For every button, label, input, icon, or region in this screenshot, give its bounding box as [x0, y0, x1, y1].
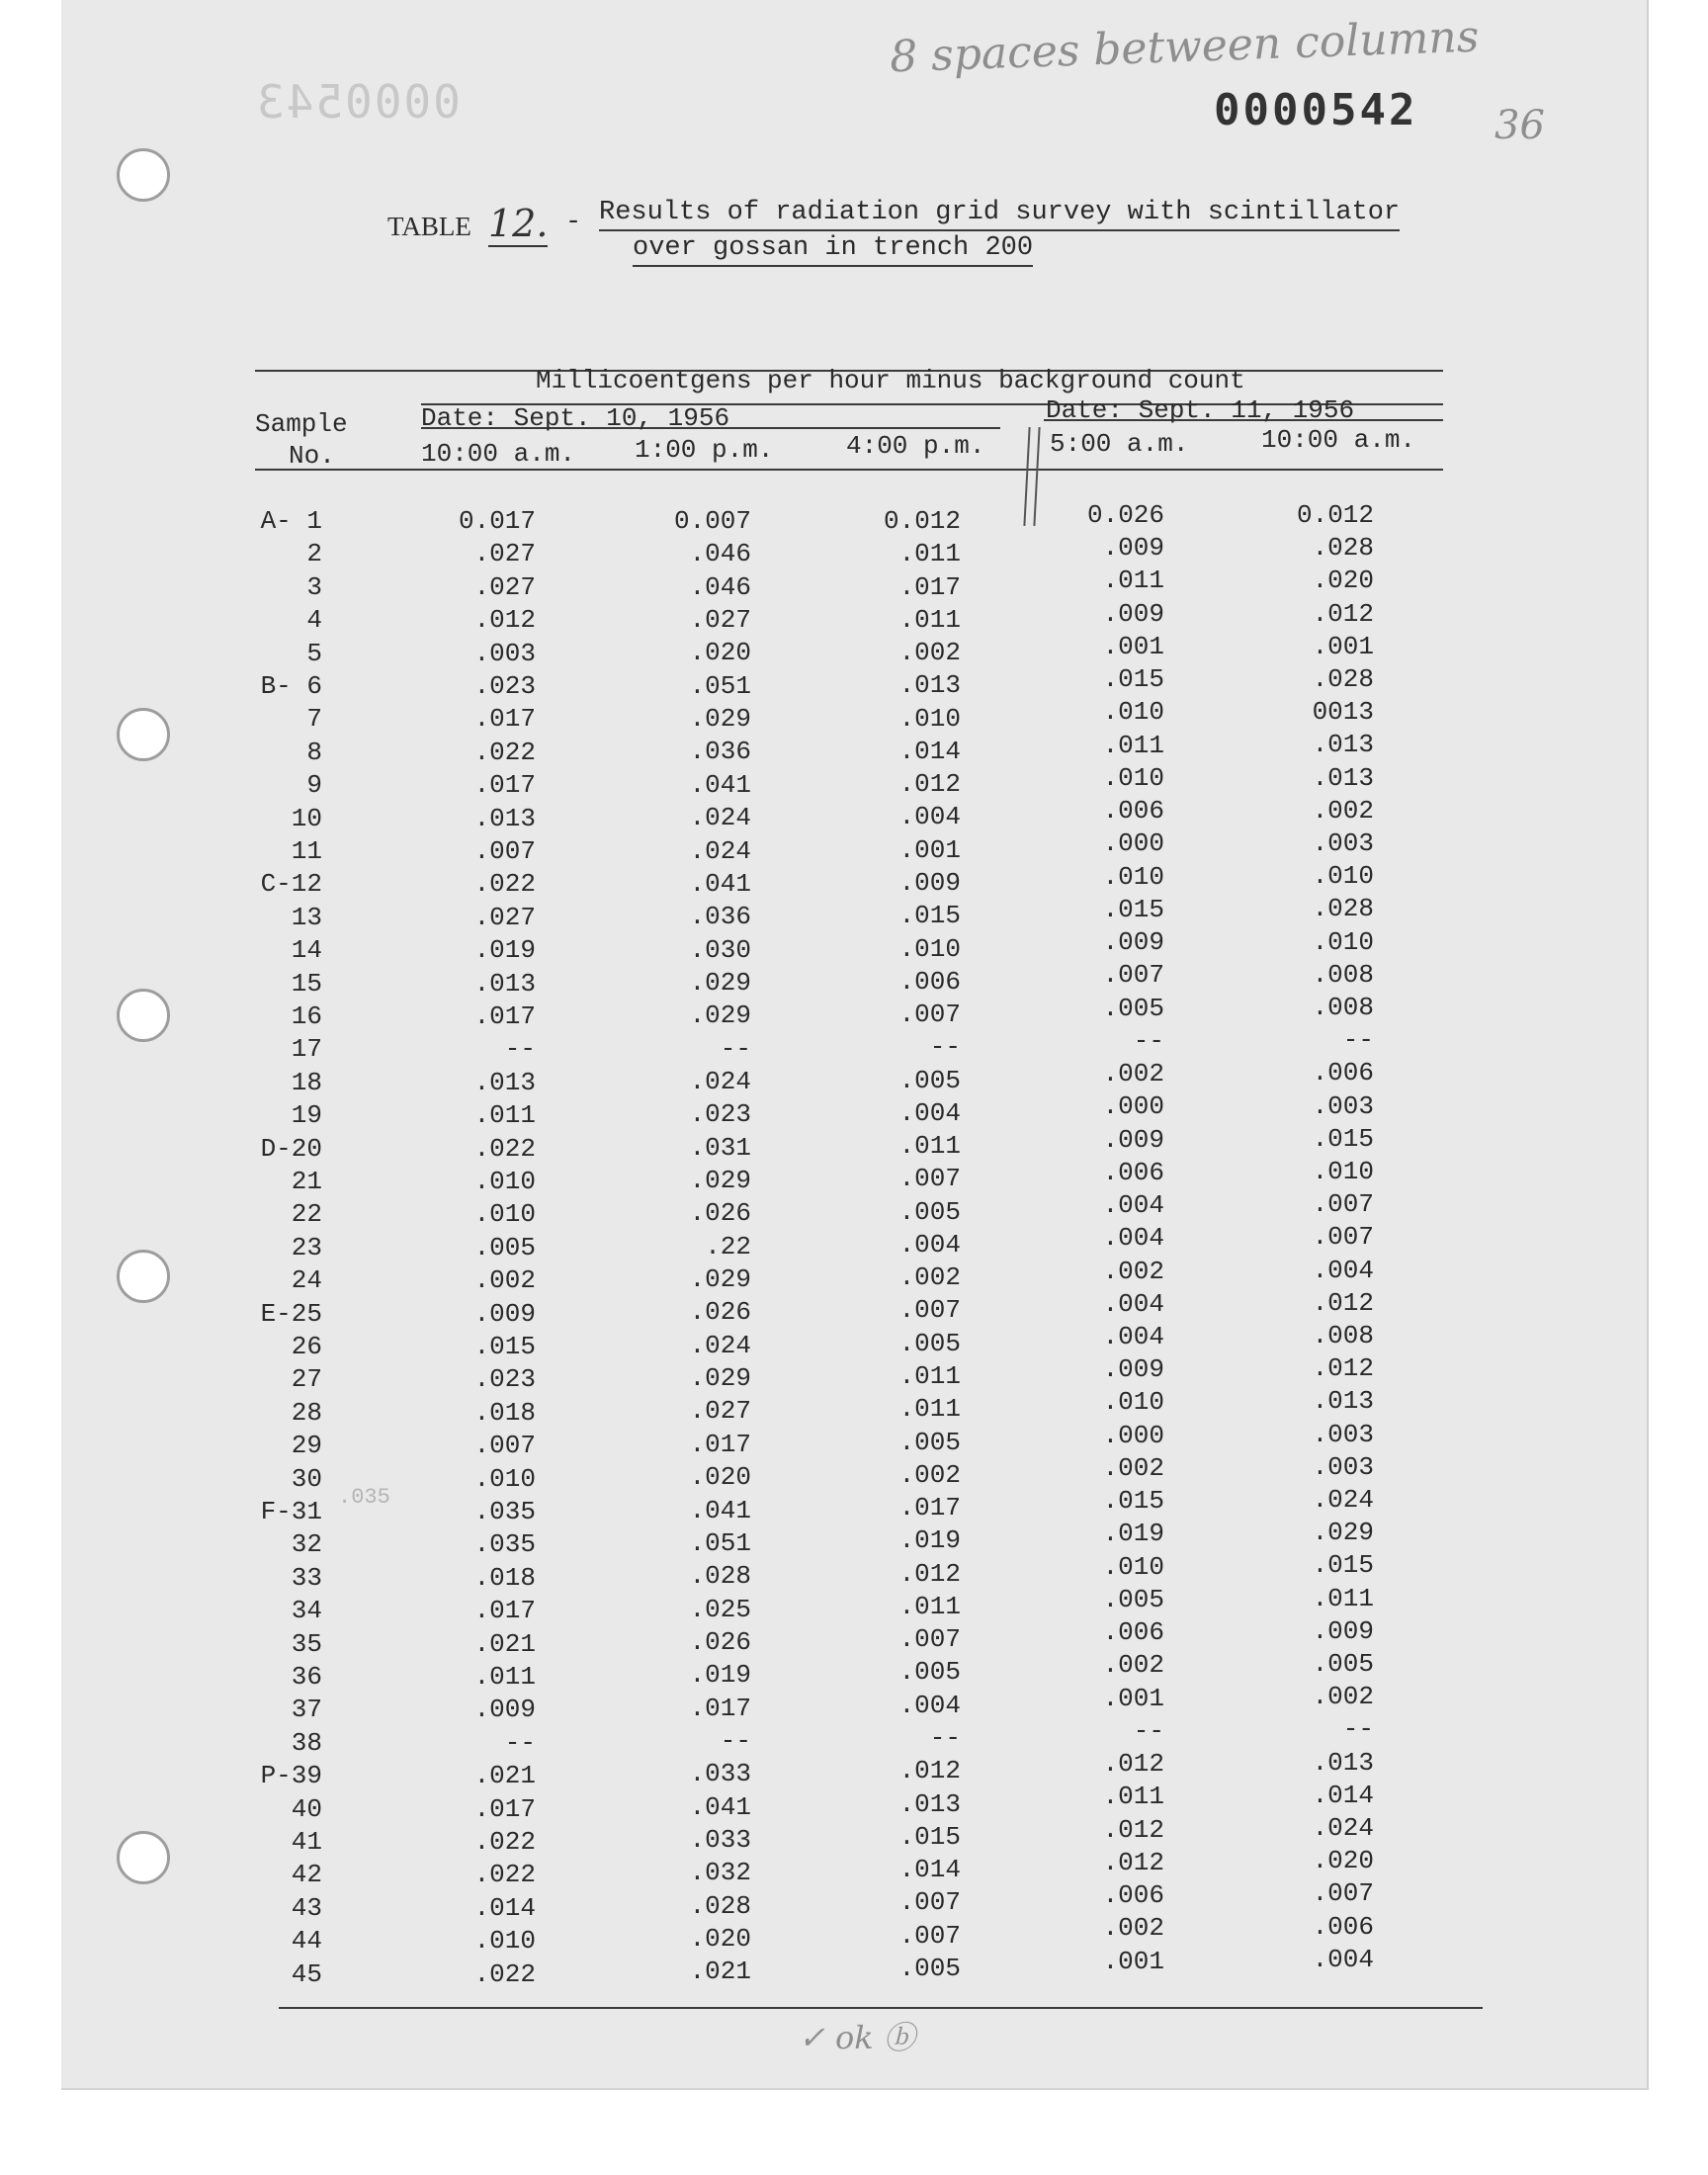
reading-cell: .029	[1312, 1518, 1374, 1548]
reading-cell: 0.012	[1296, 500, 1374, 530]
reading-cell: .009	[1102, 927, 1164, 958]
reading-cell: 0.012	[883, 506, 961, 536]
document-number: 0000542	[1214, 85, 1418, 135]
reading-cell: .004	[898, 1097, 961, 1128]
reading-cell: .007	[898, 1624, 961, 1655]
sample-number: 7	[306, 704, 322, 735]
reading-cell: .027	[689, 605, 751, 636]
reading-cell: .022	[473, 869, 536, 900]
reading-cell: .033	[689, 1825, 751, 1855]
reading-cell: .020	[1312, 566, 1374, 596]
reading-cell: 0.026	[1086, 500, 1164, 530]
reading-cell: .002	[898, 1459, 961, 1490]
reading-cell: .012	[1312, 1287, 1374, 1318]
sample-number: 40	[291, 1793, 322, 1824]
reading-cell: .002	[1102, 1650, 1164, 1681]
reading-cell: .005	[898, 1196, 961, 1227]
reading-cell: .007	[473, 1431, 536, 1461]
reading-cell: .002	[1312, 795, 1374, 826]
reading-cell: .002	[1312, 1682, 1374, 1712]
reading-cell: .010	[1312, 1157, 1374, 1186]
reading-cell: .010	[473, 1199, 536, 1230]
reading-cell: .017	[689, 1693, 751, 1723]
reading-cell: .010	[473, 1926, 536, 1957]
reading-cell: .003	[1312, 828, 1374, 858]
margin-note: .035	[338, 1485, 390, 1510]
reading-cell: .004	[898, 1229, 961, 1260]
reading-cell: .027	[689, 1396, 751, 1427]
reading-cell: .006	[898, 966, 961, 997]
handwritten-note-top: 8 spaces between columns	[889, 11, 1481, 83]
reading-cell: .005	[898, 1427, 961, 1457]
sample-number: 13	[291, 902, 322, 932]
reading-cell: .012	[1102, 1749, 1164, 1780]
reading-cell: .002	[1102, 1256, 1164, 1286]
reading-cell: .006	[1102, 1617, 1164, 1648]
reading-cell: .000	[1102, 828, 1164, 859]
sample-number: B- 6	[260, 671, 322, 701]
reading-cell: .014	[473, 1892, 536, 1923]
reading-cell: .011	[898, 1361, 961, 1392]
sample-header-line2: No.	[289, 441, 335, 471]
reading-cell: .011	[1102, 1782, 1164, 1812]
date2-header: Date: Sept. 11, 1956	[1046, 395, 1355, 425]
reading-cell: .041	[689, 1791, 751, 1822]
reading-cell: .030	[689, 934, 751, 965]
reading-cell: .021	[689, 1957, 751, 1987]
reading-cell: .004	[1102, 1190, 1164, 1221]
reading-cell: .004	[1102, 1223, 1164, 1254]
reading-cell: .002	[1102, 1059, 1164, 1089]
reading-cell: .012	[898, 1558, 961, 1589]
reading-cell: --	[1342, 1714, 1374, 1745]
reading-cell: .029	[689, 704, 751, 735]
reading-cell: .015	[1102, 1486, 1164, 1517]
reading-cell: .006	[1102, 1880, 1164, 1911]
sample-number: 10	[291, 803, 322, 833]
sample-number: 2	[306, 539, 322, 569]
time-header-5: 10:00 a.m.	[1261, 425, 1416, 455]
reading-cell: --	[929, 1722, 961, 1753]
reading-cell: .013	[1312, 1747, 1374, 1778]
ghost-stamp-number: 0000543	[255, 75, 461, 129]
time-header-1: 10:00 a.m.	[421, 439, 576, 469]
reading-cell: .012	[473, 605, 536, 636]
reading-cell: .007	[1312, 1189, 1374, 1220]
reading-cell: .004	[1102, 1322, 1164, 1351]
punch-hole	[117, 708, 170, 761]
reading-cell: .019	[898, 1525, 961, 1556]
reading-cell: .051	[689, 670, 751, 701]
time-header-3: 4:00 p.m.	[846, 431, 985, 461]
reading-cell: .018	[473, 1562, 536, 1593]
reading-cell: .015	[1312, 1123, 1374, 1154]
reading-cell: --	[504, 1727, 536, 1758]
reading-cell: .027	[473, 902, 536, 932]
reading-cell: .001	[1102, 1683, 1164, 1713]
sample-number: C-12	[260, 869, 322, 900]
reading-cell: .028	[1312, 894, 1374, 924]
sample-number: 34	[291, 1596, 322, 1626]
reading-cell: .001	[1102, 1946, 1164, 1976]
sample-number: 11	[291, 836, 322, 866]
sample-number: 28	[291, 1397, 322, 1428]
punch-hole	[117, 1250, 170, 1303]
reading-cell: .018	[473, 1397, 536, 1428]
reading-cell: --	[504, 1034, 536, 1065]
reading-cell: --	[929, 1032, 961, 1063]
reading-cell: .009	[473, 1298, 536, 1329]
reading-cell: .011	[898, 604, 961, 635]
reading-cell: .023	[473, 1364, 536, 1395]
sample-number: 27	[291, 1364, 322, 1395]
reading-cell: .015	[1312, 1550, 1374, 1581]
table-title-line1: Results of radiation grid survey with scintillator	[599, 198, 1400, 231]
handwritten-page-number: 36	[1494, 103, 1545, 148]
reading-cell: .007	[1312, 1878, 1374, 1909]
sample-number: 24	[291, 1265, 322, 1296]
reading-cell: .015	[898, 901, 961, 931]
reading-cell: .007	[898, 1000, 961, 1030]
reading-cell: .027	[473, 571, 536, 602]
reading-cell: .011	[1102, 566, 1164, 596]
sample-number: 32	[291, 1529, 322, 1560]
reading-cell: .004	[898, 1690, 961, 1720]
reading-cell: .004	[898, 802, 961, 832]
reading-cell: .017	[473, 1793, 536, 1824]
reading-cell: .010	[1102, 1551, 1164, 1582]
reading-cell: .011	[473, 1662, 536, 1692]
sample-header-line1: Sample	[255, 409, 348, 439]
reading-cell: .051	[689, 1527, 751, 1558]
sample-number: 21	[291, 1167, 322, 1196]
sample-number: 44	[291, 1926, 322, 1957]
reading-cell: .013	[898, 1788, 961, 1819]
reading-cell: .011	[898, 1591, 961, 1621]
reading-cell: .022	[473, 1860, 536, 1890]
reading-cell: .019	[1102, 1519, 1164, 1549]
reading-cell: .020	[689, 638, 751, 668]
sample-number: 15	[291, 968, 322, 999]
reading-cell: .001	[1102, 631, 1164, 661]
reading-cell: .000	[1102, 1420, 1164, 1450]
reading-cell: .014	[1312, 1780, 1374, 1810]
reading-cell: .010	[473, 1463, 536, 1494]
reading-cell: .009	[1102, 533, 1164, 564]
reading-cell: 0.007	[673, 506, 751, 536]
time-header-2: 1:00 p.m.	[635, 435, 774, 465]
sample-number: 29	[291, 1431, 322, 1461]
sample-number: 45	[291, 1958, 322, 1989]
reading-cell: .008	[1312, 959, 1374, 990]
reading-cell: .012	[1102, 1814, 1164, 1845]
reading-cell: .011	[1102, 730, 1164, 760]
reading-cell: .035	[473, 1529, 536, 1560]
units-header: Millicoentgens per hour minus background count	[536, 366, 1245, 395]
date1-header: Date: Sept. 10, 1956	[421, 403, 730, 433]
reading-cell: .009	[1102, 1124, 1164, 1155]
reading-cell: .026	[689, 1297, 751, 1328]
reading-cell: .013	[898, 670, 961, 701]
reading-cell: .022	[473, 737, 536, 767]
reading-cell: .041	[689, 868, 751, 899]
reading-cell: .005	[898, 1065, 961, 1095]
reading-cell: .046	[689, 539, 751, 569]
sample-number: 8	[306, 737, 322, 767]
reading-cell: .012	[1312, 1353, 1374, 1384]
reading-cell: .006	[1312, 1911, 1374, 1942]
reading-cell: .003	[1312, 1090, 1374, 1121]
reading-cell: .029	[689, 1264, 751, 1295]
reading-cell: .026	[689, 1626, 751, 1657]
reading-cell: .012	[1312, 598, 1374, 629]
reading-cell: .005	[1102, 1584, 1164, 1614]
reading-cell: .014	[898, 1855, 961, 1885]
reading-cell: .019	[689, 1660, 751, 1691]
table-number-handwritten: 12.	[488, 202, 549, 245]
reading-cell: .020	[1312, 1846, 1374, 1876]
reading-cell: --	[1133, 1025, 1164, 1056]
reading-cell: .023	[473, 671, 536, 701]
reading-cell: .020	[689, 1462, 751, 1493]
reading-cell: .001	[1312, 631, 1374, 661]
reading-cell: .010	[898, 703, 961, 734]
reading-cell: .010	[473, 1167, 536, 1196]
reading-cell: .005	[898, 1953, 961, 1983]
reading-cell: .002	[1102, 1913, 1164, 1944]
reading-cell: .011	[898, 1131, 961, 1162]
reading-cell: .022	[473, 1958, 536, 1989]
reading-cell: .006	[1102, 1157, 1164, 1187]
sample-number: 4	[306, 605, 322, 636]
sample-number: 14	[291, 935, 322, 966]
reading-cell: .027	[473, 539, 536, 569]
reading-cell: .013	[1312, 1386, 1374, 1417]
sample-number: 33	[291, 1562, 322, 1593]
reading-cell: .017	[473, 704, 536, 735]
reading-cell: .011	[898, 539, 961, 569]
table-title-prefix: TABLE	[387, 212, 471, 241]
reading-cell: .022	[473, 1133, 536, 1164]
sample-number: 9	[306, 770, 322, 801]
reading-cell: .007	[898, 1295, 961, 1326]
sample-number: 3	[306, 571, 322, 602]
reading-cell: .028	[1312, 533, 1374, 564]
reading-cell: .023	[689, 1099, 751, 1130]
reading-cell: .010	[1102, 1387, 1164, 1418]
reading-cell: .008	[1312, 993, 1374, 1022]
reading-cell: .009	[473, 1695, 536, 1725]
sample-number: 35	[291, 1628, 322, 1659]
sample-number: 22	[291, 1199, 322, 1230]
sample-number: 26	[291, 1332, 322, 1361]
reading-cell: .021	[473, 1628, 536, 1659]
reading-cell: .033	[689, 1759, 751, 1789]
sample-number: 18	[291, 1067, 322, 1097]
reading-cell: .003	[1312, 1419, 1374, 1449]
sample-number: 19	[291, 1100, 322, 1131]
reading-cell: .007	[1102, 960, 1164, 991]
reading-cell: .010	[1312, 861, 1374, 892]
time-header-4: 5:00 a.m.	[1050, 429, 1189, 459]
sample-number: 37	[291, 1695, 322, 1725]
reading-cell: .028	[689, 1890, 751, 1921]
reading-cell: .007	[473, 836, 536, 866]
reading-cell: .024	[689, 1330, 751, 1360]
reading-cell: .012	[1102, 1847, 1164, 1877]
reading-cell: .004	[1102, 1288, 1164, 1319]
reading-cell: .007	[898, 1164, 961, 1194]
sample-number: 36	[291, 1662, 322, 1692]
reading-cell: .019	[473, 935, 536, 966]
reading-cell: .024	[689, 835, 751, 866]
sample-number: 5	[306, 638, 322, 668]
reading-cell: .041	[689, 1495, 751, 1525]
reading-cell: .013	[473, 1067, 536, 1097]
reading-cell: .041	[689, 769, 751, 800]
reading-cell: .22	[705, 1231, 751, 1262]
reading-cell: .000	[1102, 1091, 1164, 1122]
reading-cell: .006	[1312, 1058, 1374, 1088]
sample-number: 30	[291, 1463, 322, 1494]
reading-cell: .011	[1312, 1583, 1374, 1613]
reading-cell: .002	[898, 1262, 961, 1293]
reading-cell: .010	[898, 933, 961, 964]
punch-hole	[117, 148, 170, 202]
reading-cell: .035	[473, 1497, 536, 1526]
reading-cell: .013	[1312, 762, 1374, 793]
reading-cell: .001	[898, 834, 961, 865]
reading-cell: .006	[1102, 796, 1164, 826]
reading-cell: .010	[1102, 697, 1164, 728]
reading-cell: 0013	[1312, 697, 1374, 728]
reading-cell: --	[1133, 1715, 1164, 1746]
reading-cell: .002	[898, 638, 961, 668]
reading-cell: .005	[1102, 993, 1164, 1023]
table-bottom-rule	[279, 2007, 1483, 2009]
reading-cell: .005	[1312, 1649, 1374, 1679]
reading-cell: .017	[898, 571, 961, 602]
reading-cell: --	[720, 1725, 751, 1756]
reading-cell: .029	[689, 1363, 751, 1394]
reading-cell: .024	[1312, 1813, 1374, 1843]
reading-cell: .015	[473, 1332, 536, 1361]
reading-cell: .009	[1102, 598, 1164, 629]
reading-cell: .029	[689, 1000, 751, 1031]
punch-hole	[117, 989, 170, 1042]
reading-cell: .029	[689, 967, 751, 998]
reading-cell: .010	[1102, 861, 1164, 892]
reading-cell: .011	[898, 1394, 961, 1425]
reading-cell: .029	[689, 1166, 751, 1195]
reading-cell: .017	[689, 1429, 751, 1459]
reading-cell: 0.017	[458, 506, 536, 536]
reading-cell: .002	[473, 1265, 536, 1296]
reading-cell: .017	[473, 770, 536, 801]
reading-cell: .026	[689, 1198, 751, 1229]
reading-cell: .024	[689, 1066, 751, 1096]
sample-number: 42	[291, 1860, 322, 1890]
sample-number: P-39	[260, 1761, 322, 1791]
reading-cell: .007	[898, 1887, 961, 1918]
sample-number: 43	[291, 1892, 322, 1923]
reading-cell: .010	[1312, 926, 1374, 957]
reading-cell: .031	[689, 1132, 751, 1163]
reading-cell: .025	[689, 1594, 751, 1624]
reading-cell: .009	[1102, 1354, 1164, 1385]
reading-cell: .032	[689, 1858, 751, 1888]
reading-cell: .017	[473, 1001, 536, 1031]
reading-cell: .024	[689, 803, 751, 833]
reading-cell: .011	[473, 1100, 536, 1131]
reading-cell: .007	[1312, 1222, 1374, 1253]
reading-cell: .028	[1312, 664, 1374, 694]
sample-number: 17	[291, 1034, 322, 1065]
handwritten-check: ✓ ok ⓑ	[799, 2019, 915, 2056]
sample-number: 23	[291, 1232, 322, 1262]
reading-cell: .005	[898, 1657, 961, 1688]
reading-cell: .015	[898, 1821, 961, 1852]
sample-number: 16	[291, 1001, 322, 1031]
reading-cell: .017	[473, 1596, 536, 1626]
punch-hole	[117, 1831, 170, 1884]
reading-cell: .024	[1312, 1485, 1374, 1515]
reading-cell: .020	[689, 1924, 751, 1955]
reading-cell: .010	[1102, 762, 1164, 793]
sample-number: F-31	[260, 1497, 322, 1526]
reading-cell: .007	[898, 1920, 961, 1951]
reading-cell: .009	[1312, 1615, 1374, 1646]
reading-cell: .005	[473, 1232, 536, 1262]
sample-number: 38	[291, 1727, 322, 1758]
reading-cell: .036	[689, 737, 751, 767]
reading-cell: .013	[473, 968, 536, 999]
reading-cell: .015	[1102, 664, 1164, 695]
reading-cell: .005	[898, 1328, 961, 1358]
sample-number: D-20	[260, 1133, 322, 1164]
reading-cell: .014	[898, 736, 961, 766]
reading-cell: .009	[898, 867, 961, 898]
reading-cell: .003	[1312, 1451, 1374, 1482]
sample-number: 41	[291, 1827, 322, 1857]
reading-cell: .013	[1312, 730, 1374, 760]
reading-cell: --	[720, 1033, 751, 1064]
reading-cell: .017	[898, 1493, 961, 1523]
reading-cell: .013	[473, 803, 536, 833]
reading-cell: .046	[689, 571, 751, 602]
reading-cell: .004	[1312, 1944, 1374, 1974]
sample-number: A- 1	[260, 506, 322, 536]
reading-cell: .021	[473, 1761, 536, 1791]
reading-cell: .028	[689, 1561, 751, 1592]
table-title-dash: -	[565, 208, 582, 237]
reading-cell: .036	[689, 902, 751, 932]
sample-number: E-25	[260, 1298, 322, 1329]
reading-cell: .012	[898, 769, 961, 800]
reading-cell: .004	[1312, 1255, 1374, 1285]
reading-cell: .012	[898, 1756, 961, 1786]
header-bottom-rule	[255, 469, 1443, 471]
table-title-line2: over gossan in trench 200	[633, 233, 1033, 267]
reading-cell: .022	[473, 1827, 536, 1857]
reading-cell: .008	[1312, 1321, 1374, 1350]
reading-cell: .015	[1102, 894, 1164, 924]
reading-cell: .003	[473, 638, 536, 668]
reading-cell: .002	[1102, 1452, 1164, 1483]
reading-cell: --	[1342, 1025, 1374, 1056]
